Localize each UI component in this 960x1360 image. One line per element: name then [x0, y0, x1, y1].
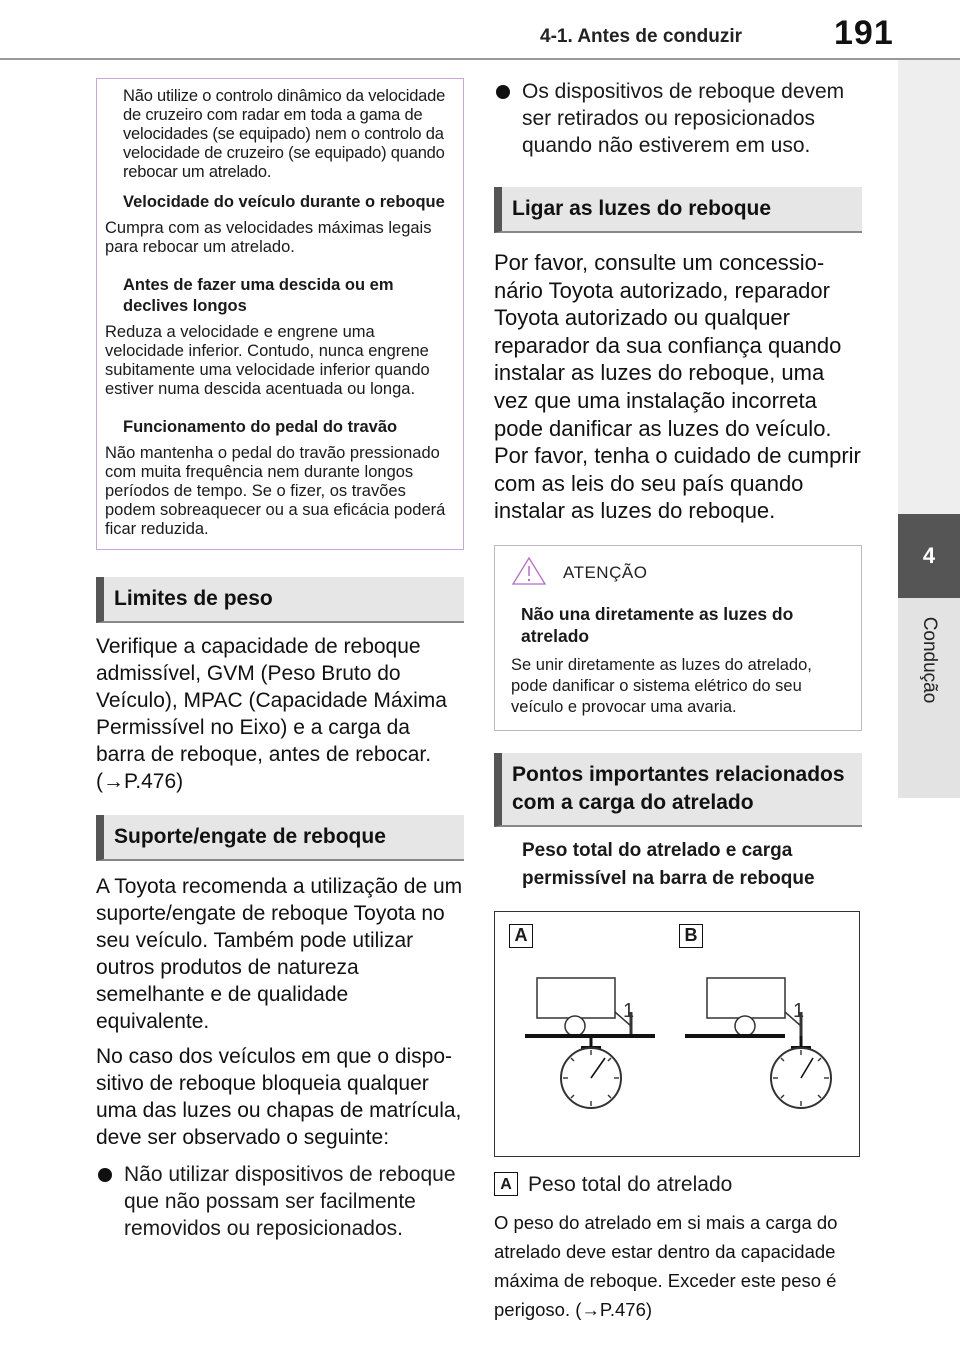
left-column — [96, 78, 464, 1242]
figure-callout: 1 — [793, 999, 805, 1022]
bullet-item: Os dispositivos de reboque devem ser retirados ou reposicionados quando não estiverem em uso. — [494, 78, 862, 159]
heading-hitch: Suporte/engate de reboque — [96, 815, 464, 861]
heading-trailer-load: Pontos importantes relacionados com a carga do atrelado — [494, 753, 862, 827]
warning-triangle-icon — [511, 556, 547, 591]
caption-text: Peso total do atrelado — [528, 1172, 733, 1196]
trailer-weight-figure — [494, 911, 860, 1157]
weight-text: Verifique a capacidade de reboque admissível, GVM (Peso Bruto do Veículo), MPAC (Capacidade Máxima Permissível no Eixo) e a carga da barra de reboque, antes de rebocar. (→P.476) — [96, 635, 447, 793]
figure-label-b: B — [679, 924, 703, 948]
warning-title: ATENÇÃO — [563, 563, 648, 583]
side-strip-top — [898, 60, 960, 514]
load-subheading: Peso total do atrelado e carga permissível na barra de reboque — [522, 839, 815, 889]
chapter-number: 4 — [922, 543, 936, 568]
caution-box — [96, 78, 464, 550]
caution-item-head: Funcionamento do pedal do travão — [123, 418, 398, 436]
chapter-title: Condução — [919, 616, 940, 704]
caption-label: A — [494, 1172, 518, 1196]
load-text: O peso do atrelado em si mais a carga do atrelado deve estar dentro da capacidade máxima de reboque. Exceder este peso é perigoso. (→P.476) — [494, 1211, 838, 1320]
right-column — [494, 78, 862, 1324]
hitch-text-2: No caso dos veículos em que o dispositivo de reboque bloqueia qualquer uma das luzes ou chapas de matrícula, deve ser observado o seguinte: — [96, 1045, 462, 1149]
caution-item-head: Antes de fazer uma descida ou em declives longos — [123, 276, 394, 315]
chapter-tab[interactable] — [898, 514, 960, 598]
page-header — [0, 0, 960, 58]
figure-label-a: A — [509, 924, 533, 948]
warning-box — [494, 545, 862, 731]
figure-callout: 1 — [623, 999, 635, 1022]
figure-caption — [494, 1171, 862, 1198]
heading-trailer-lights: Ligar as luzes do reboque — [494, 187, 862, 233]
caution-item-body: Não mantenha o pedal do travão pressionado com muita frequência nem durante longos períodos de tempo. Se o fizer, os travões podem sobreaquecer ou a sua eficácia poderá ficar reduzida. — [105, 444, 446, 538]
caution-item-body: Cumpra com as velocidades máximas legais para rebocar um atrelado. — [105, 219, 432, 256]
warning-head: Não una diretamente as luzes do atrelado — [521, 603, 794, 646]
lights-text: Por favor, consulte um concessionário Toyota autorizado, reparador Toyota autorizado ou qualquer reparador da sua confiança quando instalar as luzes do reboque, uma vez que uma instalação incorreta pode danificar as luzes do veículo. Por favor, tenha o cuidado de cumprir com as leis do seu país quando instalar as luzes do reboque. — [494, 250, 861, 524]
caution-item-head: Velocidade do veículo durante o reboque — [123, 193, 445, 211]
caution-intro: Não utilize o controlo dinâmico da velocidade de cruzeiro com radar em toda a gama de velocidades (se equipado) nem o controlo da velocidade de cruzeiro (se equipado) quando rebocar um atrelado. — [123, 87, 446, 181]
bullet-item: Não utilizar dispositivos de reboque que não possam ser facilmente removidos ou reposicionados. — [96, 1161, 464, 1242]
heading-weight-limits: Limites de peso — [96, 577, 464, 623]
hitch-text-1: A Toyota recomenda a utilização de um suporte/engate de reboque Toyota no seu veículo. Também pode utilizar outros produtos de natureza semelhante e de qualidade equivalente. — [96, 875, 463, 1033]
warning-body: Se unir diretamente as luzes do atrelado, pode danificar o sistema elétrico do seu veículo e provocar uma avaria. — [511, 655, 812, 716]
caution-item-body: Reduza a velocidade e engrene uma velocidade inferior. Contudo, nunca engrene subitamente uma velocidade inferior quando estiver numa descida acentuada ou longa. — [105, 323, 430, 398]
section-label: 4-1. Antes de conduzir — [540, 26, 742, 47]
header-rule — [0, 58, 960, 60]
trailer-scale-illustration — [495, 912, 861, 1158]
page-number: 191 — [834, 14, 894, 52]
